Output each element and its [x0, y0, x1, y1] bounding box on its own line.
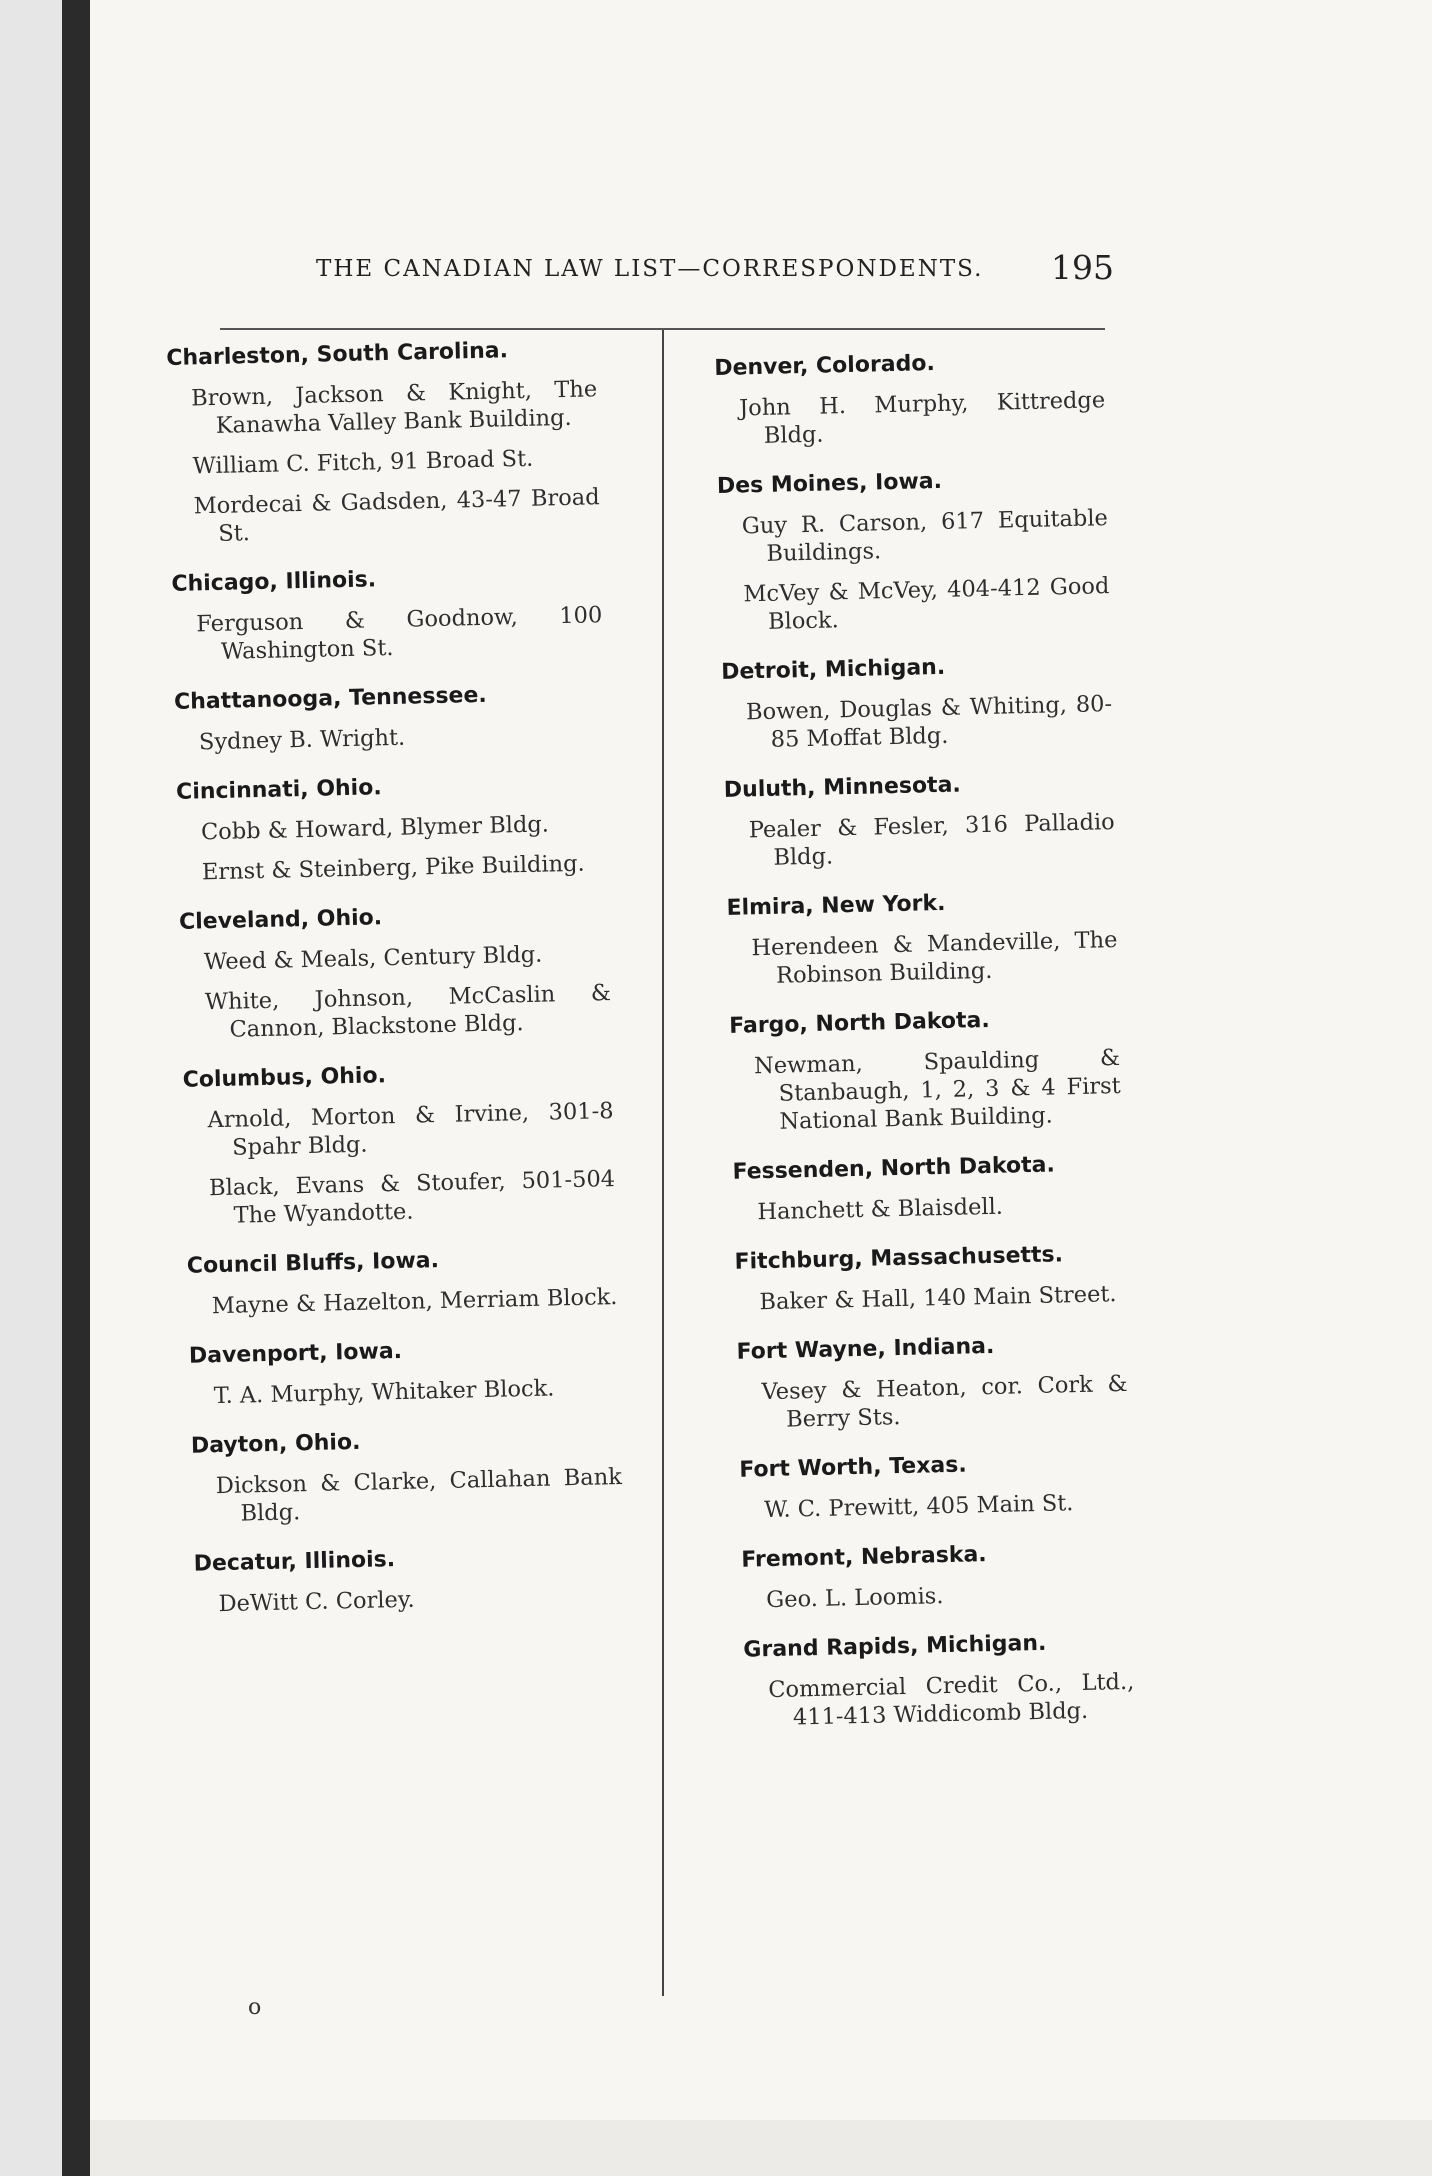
running-header — [220, 246, 1120, 306]
directory-entry — [724, 768, 1116, 873]
firm-listing: Newman, Spaulding & Stanbaugh, 1, 2, 3 & 4 First National Bank Building. — [753, 1044, 1121, 1135]
firm-listing: White, Johnson, McCaslin & Cannon, Blackstone Bldg. — [204, 980, 612, 1043]
city-heading: Chattanooga, Tennessee. — [173, 682, 488, 715]
firm-listing: Pealer & Fesler, 316 Palladio Bldg. — [748, 809, 1115, 871]
right-column — [714, 346, 1136, 1754]
firm-listing: Sydney B. Wright. — [198, 724, 406, 756]
firm-listing: Mayne & Hazelton, Merriam Block. — [211, 1284, 618, 1320]
directory-entry — [739, 1448, 1130, 1525]
firm-listing: Black, Evans & Stoufer, 501-504 The Wyandotte. — [208, 1166, 616, 1229]
directory-entry — [717, 464, 1111, 637]
city-heading: Fargo, North Dakota. — [728, 1007, 990, 1039]
directory-entry — [734, 1240, 1125, 1317]
firm-listing: William C. Fitch, 91 Broad St. — [192, 445, 534, 480]
city-heading: Fessenden, North Dakota. — [732, 1152, 1056, 1185]
running-title: THE CANADIAN LAW LIST—CORRESPONDENTS. — [316, 256, 984, 282]
city-heading: Fitchburg, Massachusetts. — [734, 1242, 1064, 1275]
page-number: 195 — [1051, 248, 1114, 287]
directory-entry — [171, 561, 603, 667]
firm-listing: Bowen, Douglas & Whiting, 80-85 Moffat Bldg. — [745, 691, 1113, 753]
page-bottom-edge — [90, 2120, 1432, 2176]
directory-entry — [166, 335, 601, 549]
city-heading: Fort Worth, Texas. — [739, 1452, 967, 1483]
city-heading: Grand Rapids, Michigan. — [743, 1630, 1047, 1663]
directory-entry — [187, 1243, 618, 1321]
signature-mark: o — [248, 1995, 262, 2020]
city-heading: Cincinnati, Ohio. — [175, 775, 382, 805]
column-divider — [662, 330, 664, 1996]
directory-entry — [729, 1004, 1122, 1137]
directory-entry — [191, 1423, 623, 1529]
firm-listing: Mordecai & Gadsden, 43-47 Broad St. — [193, 484, 600, 547]
directory-entry — [193, 1541, 624, 1619]
city-heading: Council Bluffs, Iowa. — [186, 1248, 440, 1279]
firm-listing: Baker & Hall, 140 Main Street. — [759, 1281, 1117, 1316]
city-heading: Columbus, Ohio. — [182, 1063, 387, 1093]
firm-listing: Cobb & Howard, Blymer Bldg. — [200, 811, 550, 846]
firm-listing: Geo. L. Loomis. — [765, 1583, 944, 1614]
left-column — [166, 335, 625, 1640]
city-heading: Decatur, Illinois. — [193, 1547, 396, 1577]
firm-listing: Hanchett & Blaisdell. — [757, 1193, 1004, 1226]
city-heading: Dayton, Ohio. — [190, 1429, 361, 1459]
city-heading: Charleston, South Carolina. — [166, 338, 509, 371]
firm-listing: T. A. Murphy, Whitaker Block. — [213, 1375, 555, 1410]
city-heading: Cleveland, Ohio. — [178, 905, 383, 935]
directory-entry — [714, 346, 1106, 451]
firm-listing: Ferguson & Goodnow, 100 Washington St. — [196, 602, 603, 665]
directory-entry — [721, 650, 1113, 755]
city-heading: Fremont, Nebraska. — [741, 1542, 987, 1573]
directory-entry — [179, 899, 612, 1045]
directory-entry — [189, 1333, 620, 1411]
scan-margin — [0, 0, 62, 2176]
city-heading: Fort Wayne, Indiana. — [736, 1333, 995, 1365]
firm-listing: Weed & Meals, Century Bldg. — [203, 941, 543, 976]
directory-entry — [176, 769, 608, 887]
firm-listing: Dickson & Clarke, Callahan Bank Bldg. — [215, 1463, 623, 1527]
firm-listing: Commercial Credit Co., Ltd., 411-413 Widdicomb Bldg. — [768, 1668, 1135, 1731]
city-heading: Duluth, Minnesota. — [723, 772, 962, 803]
firm-listing: McVey & McVey, 404-412 Good Block. — [743, 573, 1110, 635]
firm-listing: Herendeen & Mandeville, The Robinson Building. — [751, 927, 1118, 989]
firm-listing: Arnold, Morton & Irvine, 301-8 Spahr Bldg. — [207, 1098, 614, 1161]
city-heading: Elmira, New York. — [726, 890, 946, 921]
firm-listing: Brown, Jackson & Knight, The Kanawha Valley Bank Building. — [190, 376, 598, 439]
firm-listing: Guy R. Carson, 617 Equitable Buildings. — [741, 505, 1109, 567]
city-heading: Detroit, Michigan. — [720, 654, 946, 685]
city-heading: Davenport, Iowa. — [188, 1338, 403, 1369]
city-heading: Denver, Colorado. — [714, 350, 936, 381]
firm-listing: Vesey & Heaton, cor. Cork & Berry Sts. — [761, 1370, 1128, 1433]
firm-listing: Ernst & Steinberg, Pike Building. — [201, 850, 585, 886]
firm-listing: W. C. Prewitt, 405 Main St. — [763, 1490, 1074, 1524]
directory-entry — [732, 1150, 1123, 1227]
directory-entry — [182, 1057, 616, 1231]
directory-entry — [174, 679, 605, 757]
directory-entry — [736, 1330, 1128, 1435]
firm-listing: DeWitt C. Corley. — [218, 1586, 415, 1618]
city-heading: Chicago, Illinois. — [171, 567, 377, 597]
directory-entry — [741, 1538, 1132, 1615]
book-spine-edge — [62, 0, 90, 2176]
firm-listing: John H. Murphy, Kittredge Bldg. — [738, 387, 1106, 449]
city-heading: Des Moines, Iowa. — [716, 468, 943, 499]
directory-entry — [743, 1628, 1135, 1733]
directory-entry — [726, 886, 1118, 991]
